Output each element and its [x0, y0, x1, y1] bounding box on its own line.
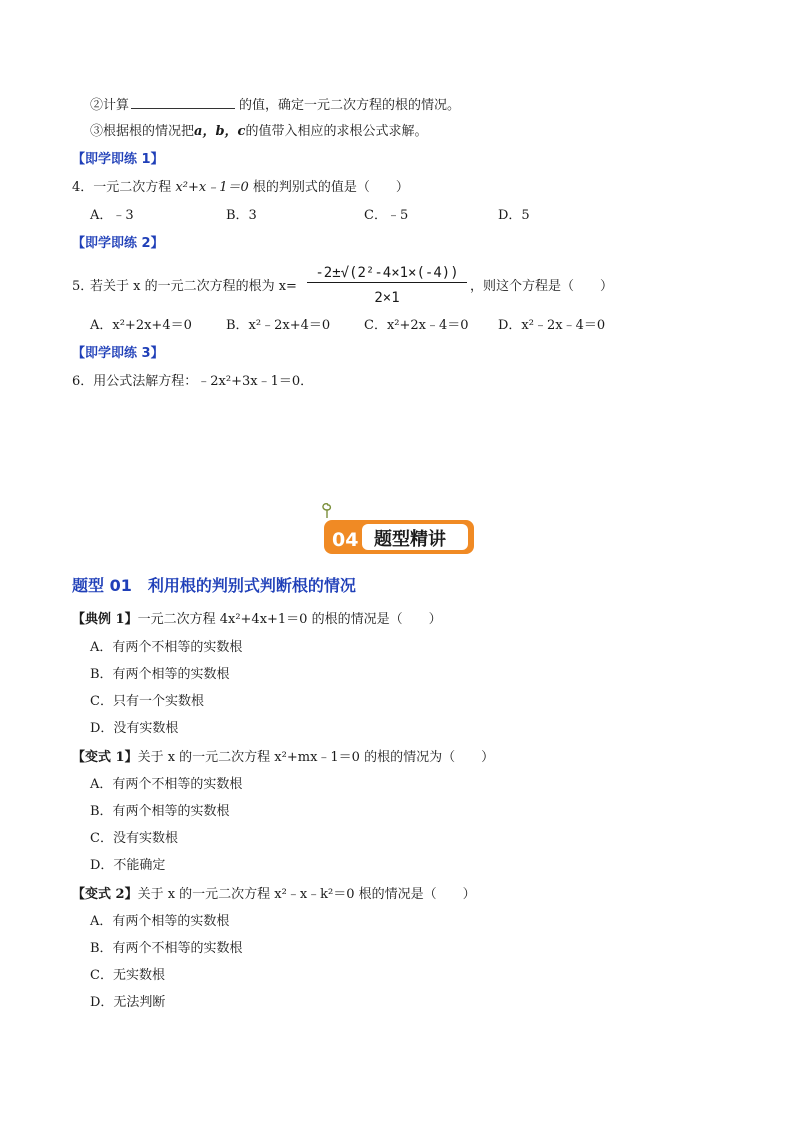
example-1-tag: 【典例 1】 [72, 612, 138, 627]
question-5-option-c: C．x²+2x﹣4＝0 [364, 318, 469, 333]
variant-1 [72, 750, 494, 766]
practice-1-heading: 【即学即练 1】 [72, 152, 164, 167]
question-4-stem-post: 根的判别式的值是（ ） [248, 180, 409, 195]
variant-1-tag: 【变式 1】 [72, 750, 138, 765]
question-5-option-a: A．x²+2x+4＝0 [90, 318, 192, 333]
question-4-stem-pre: 一元二次方程 [93, 180, 176, 195]
step-3 [90, 124, 427, 140]
question-5-option-b: B．x²﹣2x+4＝0 [226, 318, 331, 333]
practice-3-heading: 【即学即练 3】 [72, 346, 164, 361]
variant-1-option-c: C．没有实数根 [90, 831, 178, 846]
variant-1-stem: 关于 x 的一元二次方程 x²+mx﹣1＝0 的根的情况为（ ） [137, 750, 495, 765]
example-1-option-c: C．只有一个实数根 [90, 694, 204, 709]
practice-2-heading: 【即学即练 2】 [72, 236, 164, 251]
question-5-number: 5． [72, 279, 94, 294]
step-3-suffix: 的值带入相应的求根公式求解。 [245, 124, 428, 139]
section-banner [318, 500, 478, 560]
step-2-prefix: ②计算 [90, 98, 130, 113]
step-3-vars: a，b，c [194, 124, 246, 139]
banner-number: 04 [332, 529, 359, 551]
example-1-stem: 一元二次方程 4x²+4x+1＝0 的根的情况是（ ） [137, 612, 442, 627]
step-2-suffix: 的值，确定一元二次方程的根的情况。 [239, 98, 461, 113]
question-4 [72, 180, 409, 196]
example-1-option-d: D．没有实数根 [90, 721, 179, 736]
question-4-option-b: B．3 [226, 208, 257, 223]
example-1-option-b: B．有两个相等的实数根 [90, 667, 230, 682]
question-4-option-d: D．5 [498, 208, 530, 223]
question-4-option-c: C．﹣5 [364, 208, 409, 223]
variant-2-tag: 【变式 2】 [72, 887, 138, 902]
variant-2-option-c: C．无实数根 [90, 968, 165, 983]
variant-2-option-a: A．有两个相等的实数根 [90, 914, 230, 929]
question-6-stem: 用公式法解方程：﹣2x²+3x﹣1＝0． [93, 374, 314, 389]
question-4-number: 4． [72, 180, 94, 195]
question-6 [72, 374, 313, 390]
question-5-option-d: D．x²﹣2x﹣4＝0 [498, 318, 606, 333]
question-4-equation: x²+x﹣1＝0 [175, 180, 249, 195]
variant-1-option-d: D．不能确定 [90, 858, 166, 873]
step-3-prefix: ③根据根的情况把 [90, 124, 195, 139]
example-1 [72, 612, 442, 628]
question-5-stem-pre: 若关于 x 的一元二次方程的根为 x= [90, 279, 297, 294]
banner-label: 题型精讲 [374, 529, 446, 550]
formula-denominator: 2×1 [374, 290, 400, 306]
question-4-option-a: A．﹣3 [90, 208, 134, 223]
variant-2-option-b: B．有两个不相等的实数根 [90, 941, 243, 956]
variant-2-stem: 关于 x 的一元二次方程 x²﹣x﹣k²＝0 根的情况是（ ） [137, 887, 476, 902]
section-title: 题型 01 利用根的判别式判断根的情况 [72, 576, 356, 595]
formula-numerator: -2±√(2²-4×1×(-4)) [307, 265, 467, 283]
variant-2 [72, 887, 476, 903]
question-6-number: 6． [72, 374, 94, 389]
question-5-stem-post: ，则这个方程是（ ） [470, 279, 614, 294]
variant-1-option-b: B．有两个相等的实数根 [90, 804, 230, 819]
example-1-option-a: A．有两个不相等的实数根 [90, 640, 243, 655]
variant-2-option-d: D．无法判断 [90, 995, 166, 1010]
step-2 [90, 96, 460, 114]
variant-1-option-a: A．有两个不相等的实数根 [90, 777, 243, 792]
blank-line [131, 96, 235, 109]
